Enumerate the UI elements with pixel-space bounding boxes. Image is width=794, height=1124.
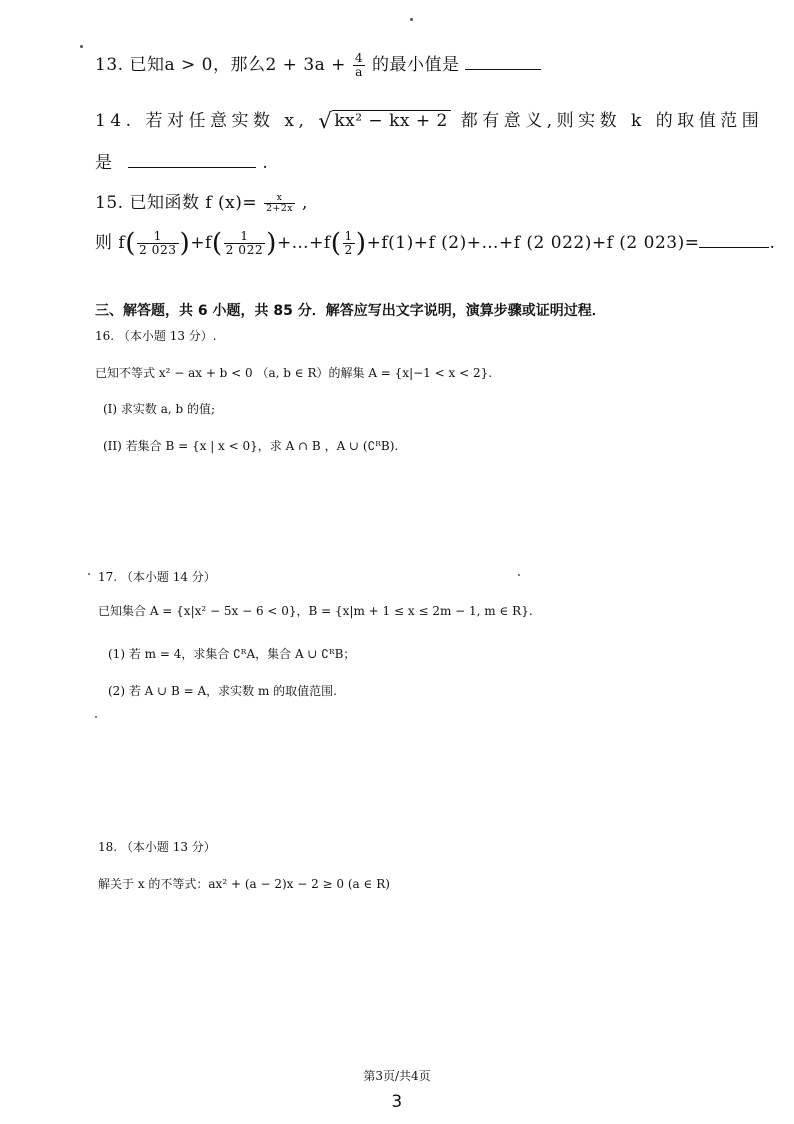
q13-answer-blank (465, 69, 541, 70)
q18-title: 18. （本小题 13 分） (98, 840, 216, 854)
q15-tail: , (301, 193, 308, 213)
q15-line-2: 则 f( $\frac{1}{2 023}$ )+f( $\frac{1}{2 022}$ )+…+f( $\frac{1}{2}$ )+f(1)+f (2)+…+f (2 022)+f (2 023)= . (95, 228, 776, 259)
q13-after: 的最小值是 (372, 55, 460, 75)
q18-stem: 解关于 x 的不等式：ax² + (a − 2)x − 2 ≥ 0 (a ∈ R) (98, 877, 390, 891)
section-header: 三、解答题，共 6 小题，共 85 分．解答应写出文字说明，演算步骤或证明过程． (95, 303, 606, 319)
scan-speck (88, 573, 90, 575)
q17-part1: (1) 若 m = 4，求集合 ∁ᴿA，集合 A ∪ ∁ᴿB； (108, 647, 356, 661)
q17-title: 17. （本小题 14 分） (98, 570, 216, 584)
q14-text-c: 是 (95, 153, 113, 173)
scan-speck (518, 574, 520, 576)
q17-stem: 已知集合 A = {x|x² − 5x − 6 < 0}，B = {x|m + 1 ≤ x ≤ 2m − 1, m ∈ R}. (98, 604, 533, 618)
q16-part2: (II) 若集合 B = {x | x < 0}，求 A ∩ B ，A ∪ (∁ᴿB). (103, 439, 399, 453)
q15-end: . (769, 233, 776, 253)
scan-speck (410, 18, 413, 21)
q14-text-a: 若对任意实数 x, (145, 111, 309, 131)
scan-speck (95, 716, 97, 718)
q15-term2: $\frac{1}{2 022}$ (225, 229, 264, 257)
q15-frac-num: x (276, 192, 283, 204)
q16-title: 16. （本小题 13 分）. (95, 329, 217, 343)
q14-end: . (262, 153, 269, 173)
q14-answer-blank (128, 167, 256, 168)
q14-sqrt (318, 109, 451, 134)
q15-text: 已知函数 f (x)= (129, 193, 258, 213)
scan-speck (80, 45, 83, 48)
q14-text-b: 都有意义,则实数 k 的取值范围 (460, 111, 764, 131)
q13-number: 13. (95, 55, 124, 75)
q13-line (95, 50, 541, 79)
q13-text: 已知a > 0，那么2 + 3a + (129, 55, 346, 75)
q15-answer-blank (699, 247, 769, 248)
page-number: 3 (391, 1092, 403, 1112)
q15-line2-prefix: 则 f (95, 233, 126, 253)
q14-line-2 (95, 148, 268, 173)
q17-part2: (2) 若 A ∪ B = A，求实数 m 的取值范围. (108, 684, 337, 698)
q15-number: 15. (95, 193, 124, 213)
page-label: 第3页/共4页 (363, 1069, 431, 1083)
q15-fraction (264, 193, 295, 214)
q14-radicand: kx² − kx + 2 (332, 110, 451, 131)
q13-frac-den: a (353, 65, 365, 79)
q13-fraction (353, 52, 365, 79)
q16-part1: (I) 求实数 a, b 的值; (103, 402, 216, 416)
q16-stem: 已知不等式 x² − ax + b < 0 （a, b ∈ R）的解集 A = {x|−1 < x < 2}. (95, 366, 493, 380)
q15-term1: $\frac{1}{2 023}$ (138, 229, 177, 257)
q15-line (95, 188, 308, 214)
sqrt-radical-icon: √ (318, 109, 333, 134)
q14-line (95, 106, 763, 134)
q15-term3: $\frac{1}{2}$ (344, 229, 353, 257)
q15-frac-den: 2+2x (266, 203, 294, 214)
q14-number: 14. (95, 111, 136, 131)
q15-rest: +f(1)+f (2)+…+f (2 022)+f (2 023)= (366, 233, 700, 253)
q13-frac-num: 4 (354, 51, 364, 66)
